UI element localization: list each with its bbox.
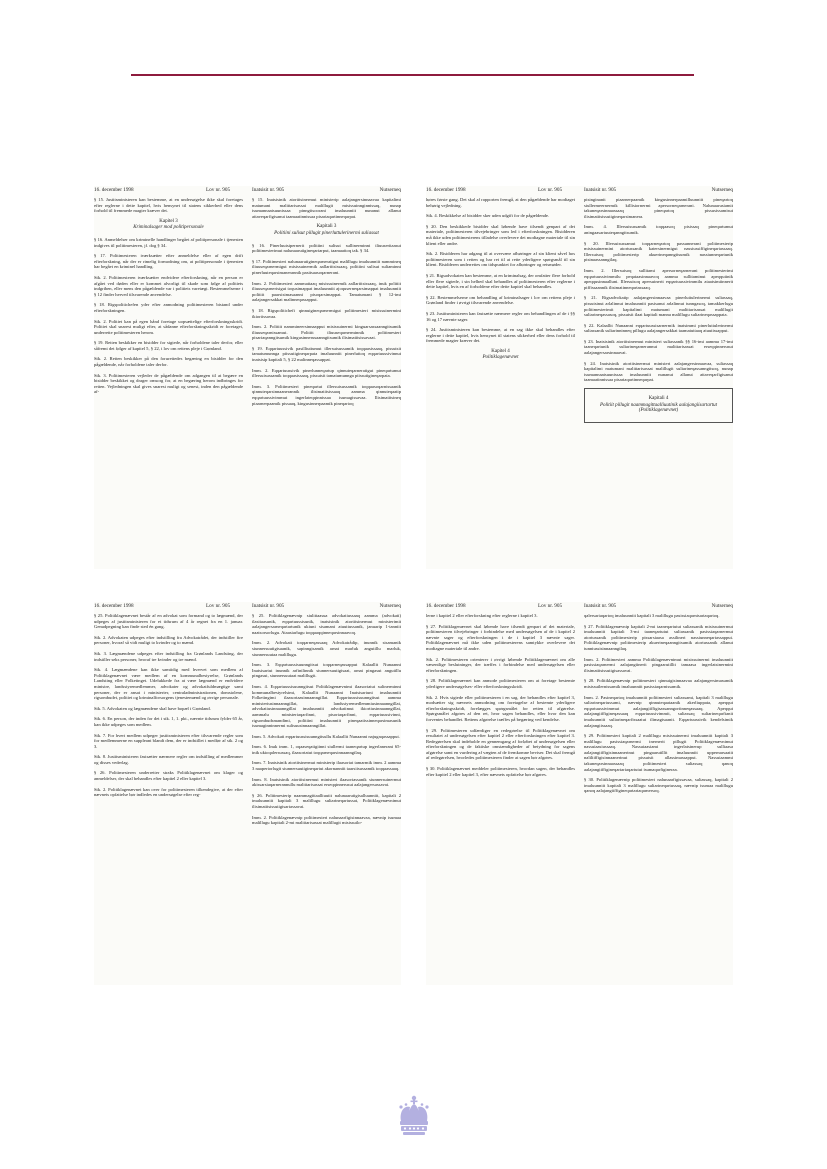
header-inatsisit-number: Inatsisit nr. 905 [252, 603, 285, 609]
paragraph: Imm. 4. Eqqartuussisuunngitsut Politiklagenævnimi ilaasortatut sulinerminni kommunalbestyrelsimi, Kalaallit Nunaanni Inatsisartuni imaluunniit Folketingimi ilaasortaasinnaanngillat. Eqqartuussisuunngitsut aamma ministeriusinnaanngillat, landsstyremedlemmiusinnaanngillat, advokatiusinnaanngillat imaluunniit advokatimut ikiortiusinnaanngillat, aammalu ministeriaqarfinni, pisortaqarfinni, eqqartuussivinni, rigsombudsmandimi, politiini imaluunniit pineqaatissinneqarsimasunik isumaginninnermi sulisuusinnaanngillat. [252, 683, 401, 729]
paragraph: § 18. Rigspolitichefen yder efter anmodning politimesteren bistand under efterforskningen. [94, 302, 243, 313]
text-column-right [584, 197, 733, 569]
paragraph: Imm. 7. Inatsisinik atortitsinermut ministerip ilaasortat tamarmik imm. 2 aamma 3 naapertorlugit siunnersuutigineqartut akornanniit taarsiisussamik toqqaassaaq. [252, 760, 401, 772]
paragraph: Imm. 5. Advokati eqqartuussisuunngitsullu Kalaallit Nunaanni najugaqassapput. [252, 733, 400, 739]
paragraph: Imm. 3. Politimesteri pineqartut illersuisussamik toqqaasoqarnissaanik qinnuteqarsinnaanerannik ilisimatitsissaaq aamma qinnuteqaatip eqqartuussivimmut ingerlateqqinnissaa isumagissavaa. Ilisimatitsineq piaarnerpaamik pissaaq, kingusinnerpaamik pineqartoq [252, 383, 401, 406]
paragraph: § 27. Politiklagenævnip kapitali 2-mi taaneqartutut suliassanik misissuinermut imaluunniit kapitali 3-mi taaneqartutut suliassanik pasissiaqarnermut atortussanik politimesterip pissarsiaasa assilineri nassiunneqartassapput. Politiklagenævnip politimesterip akuerineqaanngitsumik atortussanik allanut tunniussisinnaanngilaq. [584, 623, 733, 651]
paragraph: § 22. Bestemmelserne om behandling af kriminalsager i lov om rettens pleje i Grønland finder i øvrigt tilsvarende anvendelse. [426, 294, 575, 306]
paragraph: § 25. Politiklagenævnet består af en advokat som formand og to lægmænd, der udpeges af justitsministeren for et tidsrum af 4 år regnet fra en 1. januar. Genudpegning kan finde sted én gang. [94, 613, 243, 630]
text-column-left [426, 197, 575, 569]
paragraph: Stk. 2. Politimesteren iværksætter endvidere efterforskning, når en person er afgået ved døden eller er kommet alvorligt til skade som følge af politiets indgriben, eller mens den pågældende var i politiets varetægt. Bestemmelserne i § 12 finder herved tilsvarende anvendelse. [94, 274, 243, 297]
page-header [94, 186, 401, 196]
chapter-heading: Kapitali 3 [316, 224, 337, 230]
chapter-subtitle: Politiit pillugit naammagittaalliuutinik aalajangiisartartut (Politiklagenævnet) [599, 402, 718, 414]
header-date: 16. december 1998 [426, 187, 466, 193]
paragraph: Stk. 4. Lægmændene kan ikke samtidig med hvervet som medlem af Politiklagenævnet være medlem af en kommunalbestyrelse, Grønlands Landsting eller Folketinget. Udelukkede fra at være lægmænd er endvidere ministre, landsstyremedlemmer, advokater og advokatfuldmægtige samt personer, der er ansat i ministerier, centraladministrationen, domstolene, rigsombudet, politiet og kriminalforsorgens tjenestemænd og øvrige personale. [94, 667, 243, 701]
page-header [426, 602, 733, 612]
paragraph: Imm. 2. Pasineqartoq imaluunniit politimesteri suliassami, kapitali 3 malillugu suliarineqartussami, nævnip qinnuteqaataanik akerliuppata, apeqqut eqqartuussivimmut aalajangiiffigisassanngortinneqassaaq. Apeqqut aalajangiiffigineqassaaq eqqartuussivimmit, suliassaq suliarineqarfianit imaluunniit suliarineqarfissaatut ilimagisaanit. Eqqartuussivik kendelsimik aalajangiissaaq. [584, 694, 733, 728]
paragraph: § 24. Inatsisinik atortitsinermut ministeri aalajangersinnaavaa, suliassaq kapitalimi matumani malittarisassat malillugit suliarineqassanngitsoq, nunap isumannaatsuunissaa imaluunniit nunanut allanut attaveqarfigisanut taamaatinnissaa pisariaqartinneqarpat. [584, 360, 733, 383]
header-inatsisit-number: Inatsisit nr. 905 [584, 603, 617, 609]
paragraph: § 29. Politimesteren udfærdiger en redegørelse til Politiklagenævnet om resultatet af undersøgelsen efter kapitel 2 eller efterforskningen efter kapitel 3. Redegørelsen skal indeholde en gennemgang af forløbet af undersøgelsen eller efterforskningen og de faktiske omstændigheder af betydning for sagens afgørelse samt en vurdering af vægten af de fremkomne beviser. Det skal fremgå af redegørelsen, hvorledes politimesteren finder at sagen bør afgøres. [426, 727, 575, 761]
paragraph: § 23. Inatsisinik atortitsinermut ministeri suliassanik §§ 16-imi aamma 17-imi taaneqartunik suliarineqarnerannut malittarisassat erseqqinnerusut aalajangersarsinnaavai. [584, 338, 733, 356]
paragraph: § 30. Politiklagenævnet meddeler politimesteren, hvordan sagen, der behandles efter kapitel 2 eller kapitel 3, efter nævnets opfattelse bør afgøres. [426, 766, 575, 777]
paragraph: § 22. Kalaallit Nunaanni eqqartuussisarnermik inatsimmi pinerluttulerinermi suliassanik suliarinninneq pillugu aalajangersakkat taamatuttaaq atuutissapput. [584, 322, 733, 334]
header-law-number: Lov nr. 905 [206, 603, 231, 609]
paragraph: Stk. 2. Politimesteren orienterer i øvrigt løbende Politiklagenævnet om alle væsentlige beslutninger, der træffes i forbindelse med undersøgelsen eller efterforskningen. [426, 656, 575, 673]
paragraph: § 20. Illersuisussamut toqqarneqartoq passunnerani politimesterip misissuinermini atortussanik katersinermigut nassiussiffigineqartassaaq. Illersuisoq politimesterip akuerineqanngitsumik nassiunneqartunik pisinaassanngilaq. [584, 240, 733, 263]
header-law-number: Lov nr. 905 [538, 187, 563, 193]
paragraph: § 17. Politimesteri nalunaarutigineqarneratigut malillugu imaluunniit nammineq iliuuseqarnermigut misissuinermik aallartitsissaaq, politiini sulisut suliaminni pinerluuteqarsimanerannik pasitsaasoqarnerani. [252, 258, 401, 275]
paragraph: § 21. Rigsadvokaten kan bestemme, at en kriminalsag, der omfatter flere forhold eller flere sigtede, i sin helhed skal behandles af politimesteren efter reglerne i dette kapitel, hvis en af forholdene efter dette kapitel skal behandles. [426, 272, 575, 290]
header-language: Nutserneq [379, 603, 401, 609]
paragraph: Imm. 2. Eqqartuussivik pinerlunneqartup qinnuteqarneratigut pineqartumut illersuisussamik toqqaasissaaq, pissutsit tamatumunnga piissutigineqarpata. [252, 367, 401, 379]
header-language: Nutserneq [711, 187, 733, 193]
paragraph: § 29. Politimesteri kapitali 2 malillugu misissuinermi imaluunniit kapitali 3 malillugu pasissiaqarnermi inernerit pillugit Politiklagenævnimut nassuiaasiussaaq. Nassuiaasiami ingerlatsinerup sulliaasa aalajangiiffigisinnaanerinut pingaarutillit imaluunniit uppernarsaatit naliliiffigisinnaanerinut pissutsit allassimassapput. Nassuiaammi takuneqarsinnaassaaq politimesteri suliassaq qanoq aalajangiiffigineqartariaqartutut isumaqarfigineraa. [584, 733, 733, 772]
header-law-number: Lov nr. 905 [538, 603, 563, 609]
royal-crown-icon [397, 1095, 431, 1137]
paragraph: § 27. Politiklagenævnet skal løbende have tilsendt genpart af det materiale, politimesteren tilvejebringer i forbindelse med undersøgelsen af de i kapitel 2 nævnte sager og efterforskningen i de i kapitel 3 nævnte sager. Politiklagenævnet må ikke uden politimesterens samtykke overlevere det modtagne materiale til andre. [426, 623, 575, 651]
header-language: Nutserneq [711, 603, 733, 609]
header-date: 16. december 1998 [94, 603, 134, 609]
paragraph: høres første gang. Det skal af rapporten fremgå, at den pågældende har modtaget behørig vejledning. [426, 197, 575, 208]
paragraph: § 28. Politiklagenævnet kan anmode politimesteren om at foretage bestemte yderligere undersøgelses- eller efterforskningsskridt. [426, 678, 575, 689]
chapter-subtitle: Politiklagenævnet [482, 355, 519, 361]
paragraph: Imm. 2. Politimesteri aammattaaq misissuinermik aallartitsissaaq, inuk politiit iliuuseqarnerisigut toqusimappat imaluunniit ajoquserneqarsimappat imaluunniit politiit paarsisimasaanni pisoqarsimappat. Tamatumani § 12-imi aalajangersakkat malinneqassapput. [252, 280, 401, 303]
paragraph: § 19. Eqqartuussivik pasilliuttumut illersuisussamik toqqaasissaaq, pissutsit tamatumunnga piissutigineqarpata imaluunniit pinerluttoq eqqartuussivinnut inatsisip kapitali 5, § 22 malinneqassappat. [252, 345, 401, 363]
gazette-page-4 [426, 602, 733, 985]
paragraph: Stk. 2. Politiklagenævnet kan over for politimesteren tilkendegive, at der efter nævnets opfattelse bør indledes en undersøgelse efter reg- [94, 786, 243, 798]
chapter-heading-box [584, 388, 733, 423]
header-language: Nutserneq [379, 187, 401, 193]
paragraph: Imm. 2. Advokati toqqarneqassaaq Advokatrådip, inunnik sisamanik siunnersuutigisaanik, sapinngisamik arnat marluk angutillu marluk, siunnersuutaa malillugu. [252, 640, 401, 657]
header-date: 16. december 1998 [94, 187, 134, 193]
text-column-right [252, 197, 401, 569]
paragraph: Imm. 2. Politimesteri aamma Politiklagenævnimut misissuinermi imaluunniit pasissiaqarnermi aalajangiinerit pingaarutillit tamaasa ingerlatsinermini ilisimatitsissutigisassavai. [584, 656, 733, 673]
paragraph: Imm. 2. Illersuisoq sullitami apersorneqarnerani politimesterimi eqqartuussivimmilu peqataasinnaavoq aamma sullitaminut apeqqutinik apeqqusinnaalluni. Illersuisoq apersuinerit eqqartuussivimmilu ataatsimiinnerit piffissaannik ilisimatinneqartassaaq. [584, 267, 733, 290]
text-column-right [584, 613, 733, 985]
paragraph: § 19. Retten beskikker en bisidder for sigtede, når forholdene taler derfor, eller såfremt det følger af kapitel 5, § 22, i lov om rettens pleje i Grønland. [94, 340, 243, 351]
paragraph: lerne i kapitel 2 eller efterforskning efter reglerne i kapitel 3. [426, 613, 538, 618]
paragraph: Imm. 2. Politiklagenævnip politimesteri nalunaarfigisinnaavaa, nævnip isumaa malillugu kapitali 2-mi malittarisassat malillugit misissuilo- [252, 814, 401, 826]
paragraph: Imm. 4. Illersuisussamik toqqaasoq pisissaq pineqartumut aningaasartuuteqanngitsumik. [584, 224, 733, 235]
paragraph: Stk. 2. Advokaten udpeges efter indstilling fra Advokatrådet, der indstiller fire personer, hvoraf så vidt muligt to kvinder og to mænd. [94, 634, 243, 646]
header-inatsisit-number: Inatsisit nr. 905 [252, 187, 285, 193]
gazette-page-1 [94, 186, 401, 569]
paragraph: § 21. Rigsadvokatip aalajangersinnaavaa pinerluttulerinermi suliassaq, pissutsinut arlalinnut imaluunniit pasisanut arlalinnut tunngasoq, tamakkerlugu politimesterimit kapitalimi matumani malittarisassat malillugit suliarineqassasoq, pissutsit ilaat kapitali manna malillugu suliarineqassappata. [584, 295, 733, 318]
text-column-left [94, 197, 243, 569]
paragraph: qalersariaqartoq imaluunniit kapitali 3 malillugu pasissiaqarnisariaqartoq. [584, 613, 720, 618]
paragraph: § 23. Justitsministeren kan fastsætte nærmere regler om behandlingen af de i §§ 16 og 17 nævnte sager. [426, 310, 575, 322]
paragraph: Stk. 2. Retten beskikker på den forurettedes begæring en bisidder for den pågældende, når forholdene taler derfor. [94, 356, 243, 368]
paragraph: Stk. 7. For hvert medlem udpeger justitsministeren efter tilsvarende regler som for medlemmerne en suppleant blandt dem, der er indstillet i medfør af stk. 2 og 3. [94, 732, 243, 749]
gazette-page-3 [94, 602, 401, 985]
paragraph: Stk. 3. Lægmændene udpeges efter indstilling fra Grønlands Landsting, der indstiller seks personer, hvoraf tre kvinder og tre mænd. [94, 650, 243, 662]
text-column-left [94, 613, 243, 985]
chapter-subtitle: Politiini sulisut pillugit pinerluttulerinermi suliassat [274, 230, 379, 236]
paragraph: § 30. Politiklagenævnip politimesteri nalunaarfigissavaa, suliassaq, kapitali 2 imaluunniit kapitali 3 malillugu suliarineqartussaq, nævnip isumaa malillugu qanoq aalajangiiffigineqartariaqarnersoq. [584, 777, 733, 794]
header-date: 16. december 1998 [426, 603, 466, 609]
paragraph: § 15. Justitsministeren kan bestemme, at en undersøgelse ikke skal foretages efter reglerne i dette kapitel, hvis hensynet til statens sikkerhed eller dens forhold til fremmede magter kræver det. [94, 197, 243, 214]
paragraph: pisinginanit piaarnerpaamik kingusinnerpaamilluunniit pineqartoq siullermeernermik killisiornermi apersorneqarnerani. Nalunaarusiamit takuneqarsinnaassaaq pineqartoq pissusissamisut ilisimatitsissutigineqarsimanera. [584, 197, 733, 219]
header-inatsisit-number: Inatsisit nr. 905 [584, 187, 617, 193]
page-header [94, 602, 401, 612]
paragraph: Stk. 5. Advokaten og lægmændene skal have bopæl i Grønland. [94, 705, 211, 711]
paragraph: Stk. 2. Politiet kan på egen hånd foretage uopsættelige efterforskningsskridt. Politiet skal snarest muligt efter, at sådanne efterforskningsskridt er foretaget, underrette politimesteren herom. [94, 318, 243, 335]
paragraph: § 26. Politimesteren underretter straks Politiklagenævnet om klager og anmeldelser, der skal behandles efter kapitel 2 eller kapitel 3. [94, 770, 243, 782]
paragraph: Stk. 6. En person, der inden for det i stk. 1, 1. pkt., nævnte tidsrum fylder 65 år, kan ikke udpeges som medlem. [94, 716, 243, 727]
text-column-left [426, 613, 575, 985]
paragraph: Stk. 4. Beskikkelse af bisidder sker uden udgift for de pågældende. [426, 213, 550, 219]
paragraph: Stk. 8. Justitsministeren fastsætter nærmere regler om indstilling af medlemmer og disses vederlag. [94, 754, 243, 765]
paragraph: § 15. Inatsisinik atortitsinermut ministerip aalajangersinnaavaa kapitalimi matumani malittarisassat malillugit misissuinnginnissaq, nunap isumannaatsuunissaa pinngitsoorani imaluunniit nunanut allanut attaveqarfigisanut taamaatinnissaa pisariaqartinneqarpat. [252, 197, 401, 219]
paragraph: Stk. 3. Politimesteren vejleder de pågældende om adgangen til at begære en bisidder beskikket og drager omsorg for, at en begæring herom indbringes for retten. Vejledningen skal gives snarest muligt og senest, inden den pågældende af- [94, 372, 243, 395]
paragraph: Stk. 2. Hvis sigtede eller politimesteren i en sag, der behandles efter kapitel 3, modsætter sig nævnets anmodning om foretagelse af bestemte yderligere efterforskningsskridt, forelægges spørgsmålet for retten til afgørelse. Spørgsmålet afgøres af den ret, hvor sagen behandles, eller hvor den kan forventes behandlet. Rettens afgørelse træffes på begæring ved kendelse. [426, 694, 575, 722]
paragraph: Imm. 6. Inuk imm. 1, oqaaseqatigiinni siullermi taaneqartup ingerlanerani 65-inik ukioqalersussaq, ilaasortatut toqqarneqarsinnaanngilaq. [252, 744, 401, 755]
paragraph: § 16. Pinerluutsipernerit politiini sulisut sullinerminni iliuuseritaasut politimesterimut nalunaarutigineqartarput, taamaattoq tak. § 34. [252, 242, 401, 254]
page-header [426, 186, 733, 196]
paragraph: § 20. Den beskikkede bisidder skal løbende have tilsendt genpart af det materiale, politimesteren tilvejebringer som led i efterforskningen. Bisidderen må ikke uden politimesterens tilladelse overlevere det modtagne materiale til sin klient eller andre. [426, 223, 575, 246]
paragraph: Stk. 2. Bisidderen har adgang til at overvære afhøringer af sin klient såvel hos politimesteren som i retten og har ret til at rette yderligere spørgsmål til sin klient. Bisidderen underrettes om tidspunktet for afhøringer og retsmøder. [426, 251, 575, 268]
paragraph: § 16. Anmeldelser om kriminelle handlinger begået af politipersonale i tjenesten indgives til politimesteren, jf. dog § 34. [94, 236, 243, 248]
paragraph: § 17. Politimesteren iværksætter efter anmeldelse eller af egen drift efterforskning, når der er rimelig formodning om, at politipersonale i tjenesten har begået en kriminel handling. [94, 253, 243, 270]
text-column-right [252, 613, 401, 985]
paragraph: § 26. Politimesterip naammagittaalliuutit nalunaarutigisalluunniit, kapitali 2 imaluunniit kapitali 3 malillugu suliarineqartussat, Politiklagenævnimut ilisimatitsissutigisartassavai. [252, 792, 401, 810]
paragraph: Imm. 8. Inatsisinik atortitsinermut ministeri ilaasortassanik siunnersuinermut akissarsiaqarnerannullu malittarisassat erseqqinnerusut aalajangersassavai. [252, 776, 401, 788]
header-law-number: Lov nr. 905 [206, 187, 231, 193]
gazette-page-2 [426, 186, 733, 569]
chapter-subtitle: Kriminalsager mod politipersonale [133, 225, 204, 231]
paragraph: § 28. Politiklagenævnip politimesteri qinnuigisinnaavaa aalajangersimasumik misissuilernissamik imaluunniit pasissiaqarnissamik. [584, 678, 733, 689]
paragraph: Imm. 2. Politiit nammineersinnaapput misissuinermi kinguarsassaanngitsumik iliuuseqarnissamut. Politiit iliuuseqarnerminnik politimesteri pisariaqanngitsumik kingusinnerusaanngitsumik ilisimatitsissavaat. [252, 324, 401, 341]
paragraph: § 18. Rigspolitichefi qinnuigineqarnermigut politimesteri misissuinermini ikiortissavaa. [252, 307, 401, 319]
chapter-heading: Kapitel 3 [159, 218, 178, 224]
chapter-heading: Kapitel 4 [491, 348, 510, 354]
paragraph: Imm. 3. Eqqartuussisuunngitsut toqqarneqassapput Kalaallit Nunaanni Inatsisartut inunnik arfinilinnik siunnersuutigisaat, arnat pingasut angutillu pingasut, siunnersuutaat malillugit. [252, 662, 401, 679]
paragraph: § 24. Justitsministeren kan bestemme, at en sag ikke skal behandles efter reglerne i dette kapitel, hvis hensynet til statens sikkerhed eller dens forhold til fremmede magter kræver det. [426, 327, 575, 344]
paragraph: § 25. Politiklagenævnip siulittaasua advokatiussaaq aamma (advokati) ilasitaasunik, eqqartuussisunik, inatsisinik atortitsinermut ministerimit aalajangersarneqartartunik ukiuni sisamani atuuttussanik, januarip 1-ianniit naatsorsorlugu. Ataasiarlugu toqqaaqqinneqarsinnaavoq. [252, 613, 401, 635]
chapter-heading: Kapitali 4 [648, 396, 669, 402]
header-rule [131, 74, 694, 76]
